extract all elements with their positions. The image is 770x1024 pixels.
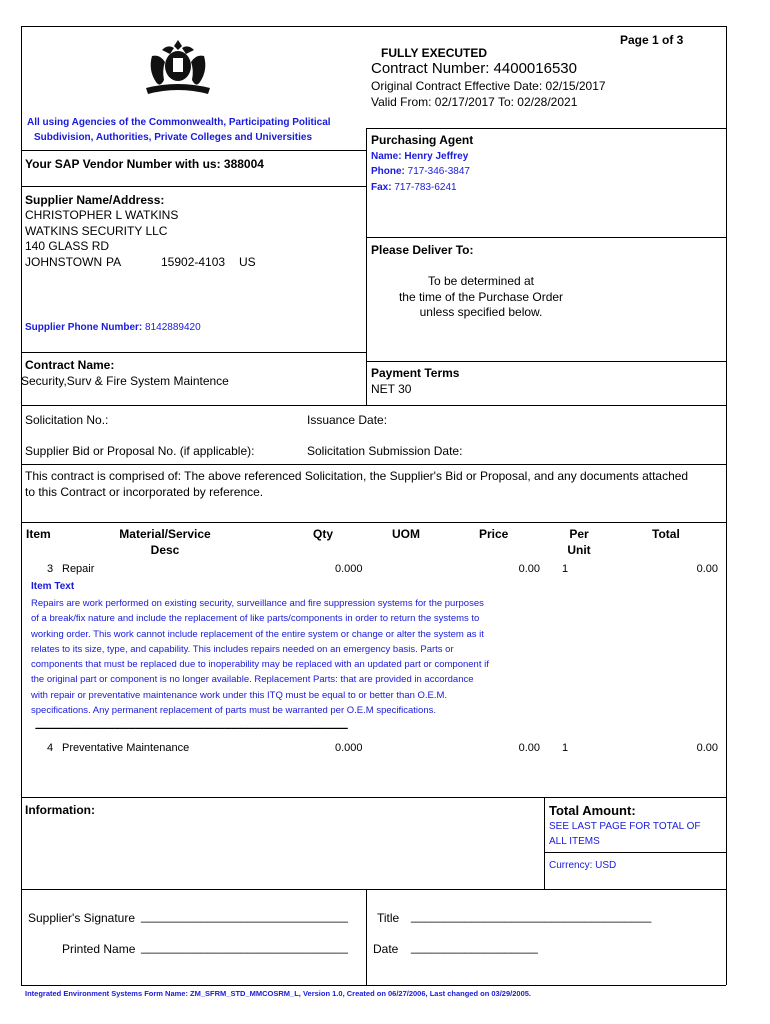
status-label: FULLY EXECUTED — [381, 46, 488, 60]
date-label: Date — [373, 942, 399, 956]
supplier-name: CHRISTOPHER L WATKINS — [25, 208, 179, 222]
payment-terms-value: NET 30 — [371, 382, 412, 396]
supplier-country: US — [239, 255, 256, 269]
col-total: Total — [652, 527, 680, 541]
total-note-line-2: ALL ITEMS — [549, 836, 600, 847]
contract-name-heading: Contract Name: — [25, 358, 115, 372]
information-heading: Information: — [25, 803, 95, 817]
row-total: 0.00 — [696, 742, 718, 754]
payment-terms-heading: Payment Terms — [371, 366, 460, 380]
col-uom: UOM — [392, 527, 420, 541]
row-separator: -------------------------------------------------------------------------------------------------------------------------------------- — [35, 723, 348, 734]
agent-phone: Phone: 717-346-3847 — [371, 166, 470, 177]
supplier-signature-line[interactable]: _______________________________ — [141, 909, 348, 923]
page-label: Page 1 of 3 — [620, 33, 684, 47]
row-item: 3 — [47, 563, 54, 575]
row-desc: Preventative Maintenance — [62, 742, 190, 754]
comprised-line-2: to this Contract or incorporated by reference. — [25, 485, 264, 499]
printed-name-label: Printed Name — [62, 942, 136, 956]
deliver-heading: Please Deliver To: — [371, 243, 474, 257]
bid-number-label: Supplier Bid or Proposal No. (if applicable): — [25, 444, 255, 458]
total-amount-heading: Total Amount: — [549, 803, 636, 818]
supplier-phone — [25, 322, 201, 333]
supplier-street: 140 GLASS RD — [25, 239, 110, 253]
solicitation-number-label: Solicitation No.: — [25, 413, 109, 427]
col-item: Item — [26, 527, 51, 541]
agent-fax: Fax: 717-783-6241 — [371, 182, 457, 193]
supplier-signature-label: Supplier's Signature — [28, 911, 136, 925]
agencies-line-2: Subdivision, Authorities, Private Colleges and Universities — [34, 132, 313, 143]
printed-name-line[interactable]: _______________________________ — [141, 940, 348, 954]
form-footer: Integrated Environment Systems Form Name: ZM_SFRM_STD_MMCOSRM_L, Version 1.0, Created on 06/27/2006, Last changed on 03/29/2005. — [25, 989, 531, 998]
row-price: 0.00 — [518, 563, 540, 575]
supplier-heading: Supplier Name/Address: — [25, 193, 165, 207]
row-price: 0.00 — [518, 742, 540, 754]
agencies-line-1: All using Agencies of the Commonwealth, Participating Political — [27, 117, 331, 128]
deliver-line-3: unless specified below. — [419, 305, 543, 319]
row-desc: Repair — [62, 563, 95, 575]
submission-date-label: Solicitation Submission Date: — [307, 444, 463, 458]
col-material-2: Desc — [150, 543, 180, 557]
currency-label: Currency: USD — [549, 860, 617, 871]
date-line[interactable]: ___________________ — [411, 940, 538, 954]
sap-vendor-number: Your SAP Vendor Number with us: 388004 — [25, 157, 264, 171]
row-per: 1 — [562, 742, 569, 754]
row-per: 1 — [562, 563, 569, 575]
col-per-2: Unit — [567, 543, 591, 557]
col-qty: Qty — [313, 527, 334, 541]
supplier-company: WATKINS SECURITY LLC — [25, 224, 168, 238]
supplier-phone-value: 8142889420 — [145, 322, 201, 333]
supplier-state: PA — [106, 255, 122, 269]
commonwealth-seal-icon — [138, 36, 218, 100]
row-qty: 0.000 — [335, 742, 363, 754]
supplier-city: JOHNSTOWN — [25, 255, 103, 269]
valid-range: Valid From: 02/17/2017 To: 02/28/2021 — [371, 95, 578, 109]
col-price: Price — [479, 527, 509, 541]
col-material-1: Material/Service — [119, 527, 211, 541]
item-text-body: Repairs are work performed on existing security, surveillance and fire suppression systems for the purposes of a break/fix nature and include the replacement of like parts/components in order to return the systems to working order. This work cannot include replacement of the entire system or change or alter the system as it relates to its size, type, and capability. This includes repairs needed on an emergency basis. Parts or components that must be replaced due to inoperability may be replaced with an updated part or component if the original part or component is no longer available. Replacement Parts: that are provided in accordance with repair or preventative maintenance work under this ITQ must be equal to or better than O.E.M. specifications. Any permanent replacement of parts must be warranted per O.E.M specifications. — [31, 598, 489, 717]
deliver-line-1: To be determined at — [427, 274, 535, 288]
supplier-zip: 15902-4103 — [161, 255, 226, 269]
comprised-line-1: This contract is comprised of: The above referenced Solicitation, the Supplier's Bid or Proposal, and any documents attached — [25, 469, 689, 483]
title-line[interactable]: ____________________________________ — [411, 909, 652, 923]
title-label: Title — [377, 911, 400, 925]
supplier-phone-label: Supplier Phone Number: — [25, 322, 143, 333]
col-per-1: Per — [569, 527, 589, 541]
original-effective-date: Original Contract Effective Date: 02/15/2017 — [371, 79, 606, 93]
issuance-date-label: Issuance Date: — [307, 413, 388, 427]
deliver-line-2: the time of the Purchase Order — [398, 290, 564, 304]
contract-name: Security,Surv & Fire System Maintence — [21, 374, 229, 388]
contract-number: Contract Number: 4400016530 — [371, 60, 577, 77]
row-total: 0.00 — [696, 563, 718, 575]
total-note-line-1: SEE LAST PAGE FOR TOTAL OF — [549, 821, 701, 832]
agent-heading: Purchasing Agent — [371, 133, 474, 147]
agent-name: Name: Henry Jeffrey — [371, 151, 469, 162]
row-qty: 0.000 — [335, 563, 363, 575]
item-text-label: Item Text — [31, 581, 75, 592]
row-item: 4 — [47, 742, 54, 754]
